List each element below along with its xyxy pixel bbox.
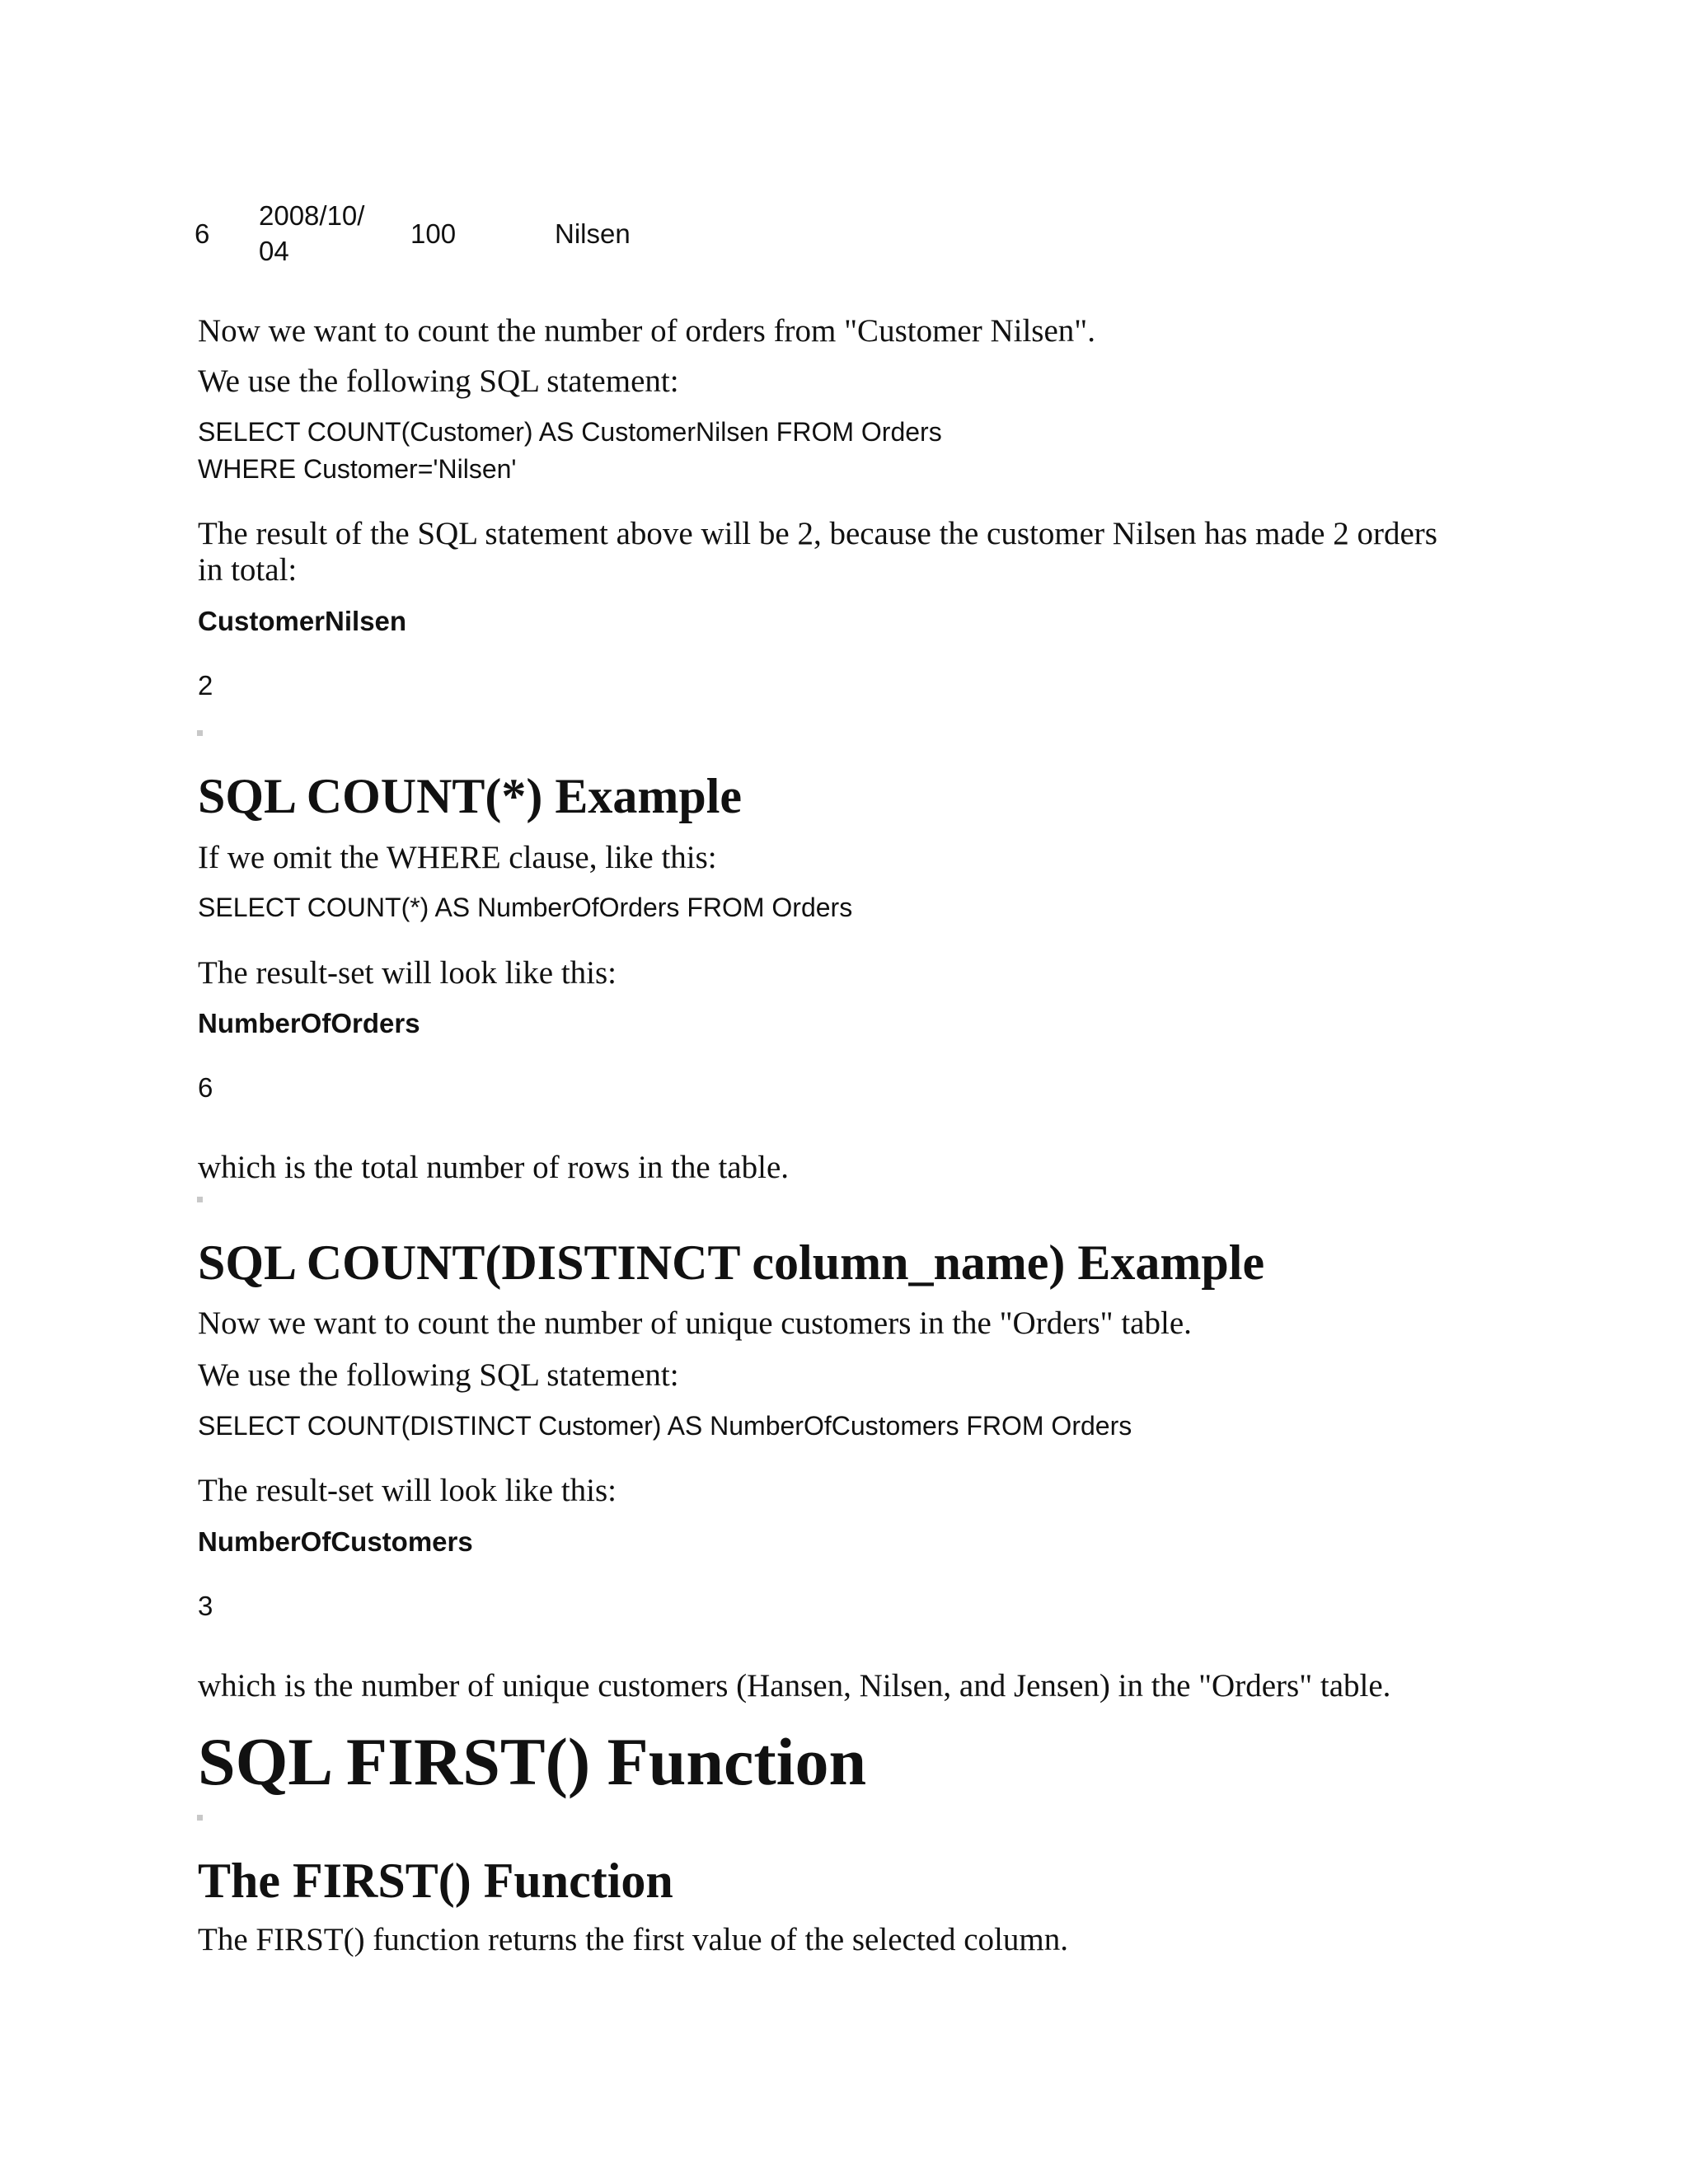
heading-first-function: SQL FIRST() Function (198, 1724, 867, 1799)
paragraph-count-distinct-outro: which is the number of unique customers (Hansen, Nilsen, and Jensen) in the "Orders" table. (198, 1668, 1391, 1704)
paragraph-result-intro: The result-set will look like this: (198, 1473, 617, 1508)
paragraph-result-intro: The result-set will look like this: (198, 955, 617, 991)
table-cell-customer: Nilsen (555, 218, 631, 249)
heading-count-distinct: SQL COUNT(DISTINCT column_name) Example (198, 1235, 1265, 1290)
code-count-distinct: SELECT COUNT(DISTINCT Customer) AS NumberOfCustomers FROM Orders (198, 1411, 1132, 1441)
paragraph-count-star-intro: If we omit the WHERE clause, like this: (198, 840, 717, 875)
paragraph-first-description: The FIRST() function returns the first value of the selected column. (198, 1922, 1068, 1957)
table-cell-date-line2: 04 (259, 236, 289, 266)
table-cell-price: 100 (410, 218, 457, 249)
result-column-header: NumberOfCustomers (198, 1526, 473, 1557)
code-count-star: SELECT COUNT(*) AS NumberOfOrders FROM Orders (198, 893, 853, 922)
result-value: 6 (198, 1072, 213, 1103)
paragraph-count-nilsen-intro: Now we want to count the number of orders from "Customer Nilsen". (198, 313, 1095, 349)
code-line-1: SELECT COUNT(Customer) AS CustomerNilsen FROM Orders (198, 417, 942, 447)
paragraph-statement-intro: We use the following SQL statement: (198, 1357, 679, 1393)
paragraph-result-line-1: The result of the SQL statement above will be 2, because the customer Nilsen has made 2 orders (198, 516, 1437, 551)
section-marker (197, 730, 203, 736)
paragraph-count-distinct-intro: Now we want to count the number of unique customers in the "Orders" table. (198, 1305, 1192, 1341)
result-value: 2 (198, 670, 213, 701)
section-marker (197, 1197, 203, 1202)
paragraph-count-star-outro: which is the total number of rows in the table. (198, 1150, 790, 1185)
result-column-header: CustomerNilsen (198, 606, 407, 636)
paragraph-statement-intro: We use the following SQL statement: (198, 363, 679, 399)
result-column-header: NumberOfOrders (198, 1008, 420, 1038)
paragraph-result-line-2: in total: (198, 552, 298, 588)
heading-count-star: SQL COUNT(*) Example (198, 769, 743, 823)
code-line-2: WHERE Customer='Nilsen' (198, 454, 517, 484)
section-marker (197, 1815, 203, 1821)
result-value: 3 (198, 1591, 213, 1621)
subheading-first-function: The FIRST() Function (198, 1854, 673, 1908)
table-cell-date-line1: 2008/10/ (259, 200, 365, 231)
table-cell-id: 6 (195, 218, 210, 249)
